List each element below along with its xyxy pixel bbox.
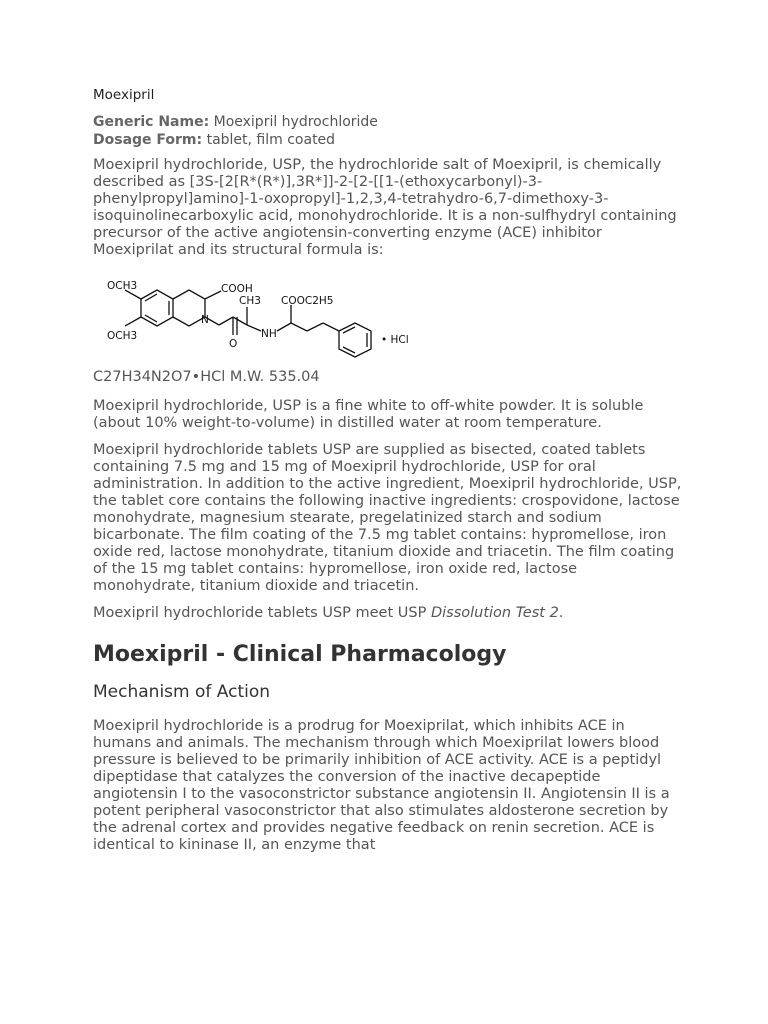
cooc2h5-label: COOC2H5 — [281, 295, 334, 307]
dissolution-paragraph — [93, 605, 683, 622]
oxygen-label: O — [229, 338, 238, 350]
generic-name-value: Moexipril hydrochloride — [213, 114, 378, 130]
nitrogen-label: N — [201, 314, 209, 326]
document-content — [93, 86, 683, 854]
dosage-form-value: tablet, film coated — [206, 132, 336, 148]
clinical-pharmacology-heading: Moexipril - Clinical Pharmacology — [93, 642, 507, 667]
hcl-label: • HCl — [381, 334, 409, 346]
mechanism-of-action-heading: Mechanism of Action — [93, 682, 271, 702]
mechanism-paragraph: Moexipril hydrochloride is a prodrug for Moexiprilat, which inhibits ACE in humans and animals. The mechanism through which Moexiprilat lowers blood pressure is believed to be primarily inhibition of ACE activity. ACE is a peptidyl dipeptidase that catalyzes the conversion of the inactive decapeptide angiotensin I to the vasoconstrictor substance angiotensin II. Angiotensin II is a potent peripheral vasoconstrictor that also stimulates aldosterone secretion by the adrenal cortex and provides negative feedback on renin secretion. ACE is identical to kininase II, an enzyme that — [93, 718, 670, 853]
description-paragraph: Moexipril hydrochloride, USP, the hydrochloride salt of Moexipril, is chemically described as [3S-[2[R*(R*)],3R*]]-2-[2-[[1-(ethoxycarbonyl)-3-phenylpropyl]amino]-1-oxopropyl]-1,2,3,4-tetrahydro-6,7-dimethoxy-3-isoquinolinecarboxylic acid, monohydrochloride. It is a non-sulfhydryl containing precursor of the active angiotensin-converting enzyme (ACE) inhibitor Moexiprilat and its structural formula is: — [93, 157, 677, 258]
benzene-ring-left — [141, 290, 173, 326]
och3-bottom-label: OCH3 — [107, 330, 138, 342]
dissolution-test-name: Dissolution Test 2 — [430, 605, 559, 621]
dosage-form-line — [93, 131, 683, 149]
cooh-label: COOH — [221, 283, 253, 295]
nh-label: NH — [261, 328, 277, 340]
generic-name-line — [93, 113, 683, 131]
molecular-formula: C27H34N2O7•HCl M.W. 535.04 — [93, 369, 320, 385]
solubility-paragraph: Moexipril hydrochloride, USP is a fine white to off-white powder. It is soluble (about 10% weight-to-volume) in distilled water at room temperature. — [93, 398, 644, 431]
dissolution-suffix: . — [558, 605, 564, 621]
tablets-paragraph: Moexipril hydrochloride tablets USP are supplied as bisected, coated tablets containing 7.5 mg and 15 mg of Moexipril hydrochloride, USP for oral administration. In addition to the active ingredient, Moexipril hydrochloride, USP, the tablet core contains the following inactive ingredients: crospovidone, lactose monohydrate, magnesium stearate, pregelatinized starch and sodium bicarbonate. The film coating of the 7.5 mg tablet contains: hypromellose, iron oxide red, lactose monohydrate, titanium dioxide and triacetin. The film coating of the 15 mg tablet contains: hypromellose, iron oxide red, lactose monohydrate, titanium dioxide and triacetin. — [93, 442, 682, 594]
structural-formula-image — [101, 279, 431, 359]
benzene-ring-right — [339, 323, 371, 357]
och3-top-label: OCH3 — [107, 280, 138, 292]
dissolution-prefix: Moexipril hydrochloride tablets USP meet USP — [93, 605, 431, 621]
dosage-form-label: Dosage Form: — [93, 132, 203, 148]
drug-title: Moexipril — [93, 87, 155, 103]
generic-name-label: Generic Name: — [93, 114, 210, 130]
ch3-label: CH3 — [239, 295, 261, 307]
